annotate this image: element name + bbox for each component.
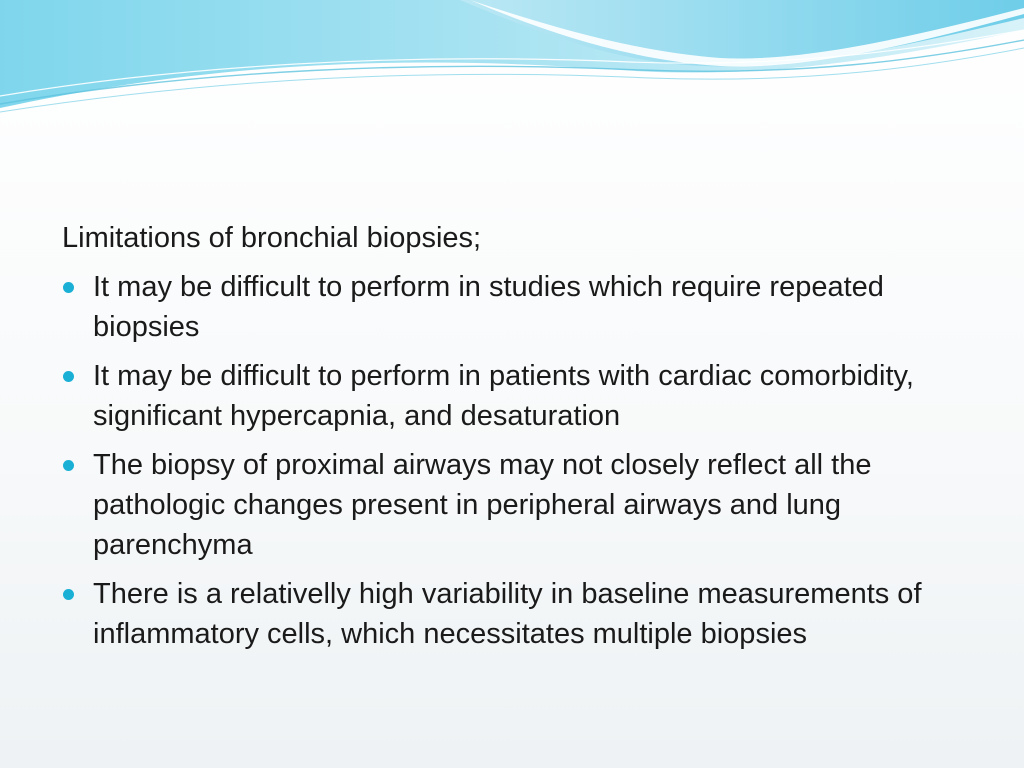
intro-text: Limitations of bronchial biopsies; [62,222,482,254]
list-item [62,574,972,654]
bullet-dot-icon [63,589,74,600]
bullet-text: It may be difficult to perform in patients with cardiac comorbidity, significant hypercapnia, and desaturation [93,360,914,432]
slide-body [62,218,972,663]
bullet-text: There is a relativelly high variability in baseline measurements of inflammatory cells, which necessitates multiple biopsies [93,578,922,650]
header-wave-decoration [0,0,1024,130]
bullet-dot-icon [63,460,74,471]
bullet-text: It may be difficult to perform in studies which require repeated biopsies [93,271,884,343]
bullet-dot-icon [63,371,74,382]
bullet-list [62,267,972,654]
list-item [62,445,972,565]
bullet-text: The biopsy of proximal airways may not closely reflect all the pathologic changes present in peripheral airways and lung parenchyma [93,449,872,561]
list-item [62,267,972,347]
list-item [62,356,972,436]
bullet-dot-icon [63,282,74,293]
